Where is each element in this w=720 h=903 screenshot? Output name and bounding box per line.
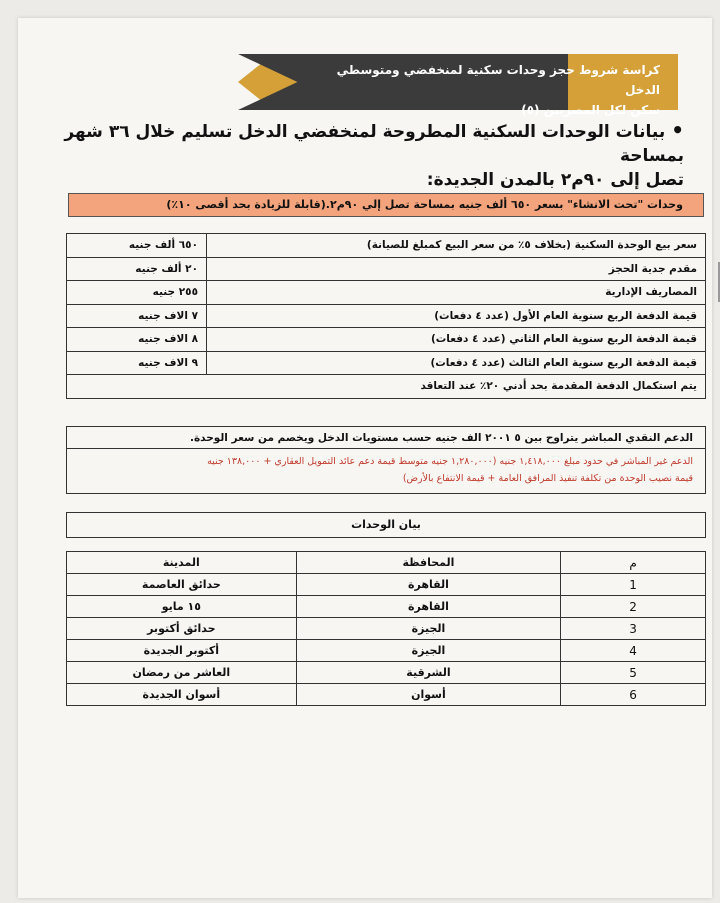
indirect-support-text [67,449,705,487]
units-table [66,551,706,706]
unit-number: 2 [561,596,706,618]
unit-city: أكتوبر الجديدة [67,640,297,662]
price-value: ٧ الاف جنيه [67,304,207,328]
table-row [67,234,706,258]
table-row [67,375,706,399]
document-page [18,18,712,898]
table-row [67,662,706,684]
unit-governorate: القاهرة [296,596,561,618]
table-row [67,684,706,706]
indirect-support-line-2: قيمة نصيب الوحدة من تكلفة تنفيذ المرافق العامة + قيمة الانتفاع بالأرض) [402,473,693,484]
unit-governorate: الجيزة [296,618,561,640]
unit-number: 3 [561,618,706,640]
table-row [67,574,706,596]
unit-city: حدائق أكتوبر [67,618,297,640]
header-text [300,60,660,120]
unit-number: 6 [561,684,706,706]
price-label: قيمة الدفعة الربع سنوية العام الثاني (عدد ٤ دفعات) [207,328,706,352]
table-row [67,257,706,281]
price-table [66,233,706,399]
header-title: كراسة شروط حجز وحدات سكنية لمنخفضي ومتوسطي الدخل [336,63,660,97]
price-label: مقدم جدية الحجز [207,257,706,281]
intro-line-2: تصل إلى ٩٠م٢ بالمدن الجديدة: [426,170,684,190]
unit-governorate: الشرقية [296,662,561,684]
unit-governorate: الجيزة [296,640,561,662]
table-row [67,328,706,352]
header-city: المدينة [67,552,297,574]
table-row [67,281,706,305]
intro-paragraph [64,118,684,192]
unit-governorate: أسوان [296,684,561,706]
direct-support-text: الدعم النقدي المباشر يتراوح بين ٥ ٢٠٠١ الف جنيه حسب مستويات الدخل ويخصم من سعر الوحدة. [67,427,705,449]
header-governorate: المحافظة [296,552,561,574]
price-value: ٢٥٥ جنيه [67,281,207,305]
unit-number: 1 [561,574,706,596]
header-banner [238,54,678,117]
price-value: ٩ الاف جنيه [67,351,207,375]
price-value: ٨ الاف جنيه [67,328,207,352]
units-title: بيان الوحدات [66,512,706,538]
intro-line-1: بيانات الوحدات السكنية المطروحة لمنخفضي الدخل تسليم خلال ٣٦ شهر بمساحة [64,122,684,166]
header-num: م [561,552,706,574]
table-row [67,618,706,640]
unit-city: أسوان الجديدة [67,684,297,706]
price-label: المصاريف الإدارية [207,281,706,305]
table-row [67,304,706,328]
indirect-support-line-1: الدعم غير المباشر في حدود مبلغ ١,٤١٨,٠٠٠ جنيه (١,٢٨٠,٠٠٠ جنيه متوسط قيمة دعم عائد التمويل العقاري + ١٣٨,٠٠٠ جنيه [207,456,693,467]
page-edge-mark [712,262,720,302]
table-row [67,596,706,618]
header-subtitle: سكن لكل المصريين (٥) [521,103,660,117]
unit-number: 5 [561,662,706,684]
price-label: قيمة الدفعة الربع سنوية العام الأول (عدد ٤ دفعات) [207,304,706,328]
table-row [67,351,706,375]
construction-price-banner: وحدات "تحت الانشاء" بسعر ٦٥٠ ألف جنيه بمساحة تصل إلي ٩٠م٢.(قابلة للزيادة بحد أقصى ١٠٪) [68,193,704,217]
price-value: ٢٠ ألف جنيه [67,257,207,281]
unit-number: 4 [561,640,706,662]
unit-governorate: القاهرة [296,574,561,596]
price-label: سعر بيع الوحدة السكنية (بخلاف ٥٪ من سعر البيع كمبلغ للصيانة) [207,234,706,258]
unit-city: العاشر من رمضان [67,662,297,684]
bullet-icon: • [671,118,684,142]
table-row [67,640,706,662]
unit-city: ١٥ مايو [67,596,297,618]
down-payment-note: يتم استكمال الدفعة المقدمة بحد أدني ٢٠٪ عند التعاقد [67,375,706,399]
price-label: قيمة الدفعة الربع سنوية العام الثالث (عدد ٤ دفعات) [207,351,706,375]
unit-city: حدائق العاصمة [67,574,297,596]
price-value: ٦٥٠ ألف جنيه [67,234,207,258]
support-box [66,426,706,494]
units-header-row [67,552,706,574]
